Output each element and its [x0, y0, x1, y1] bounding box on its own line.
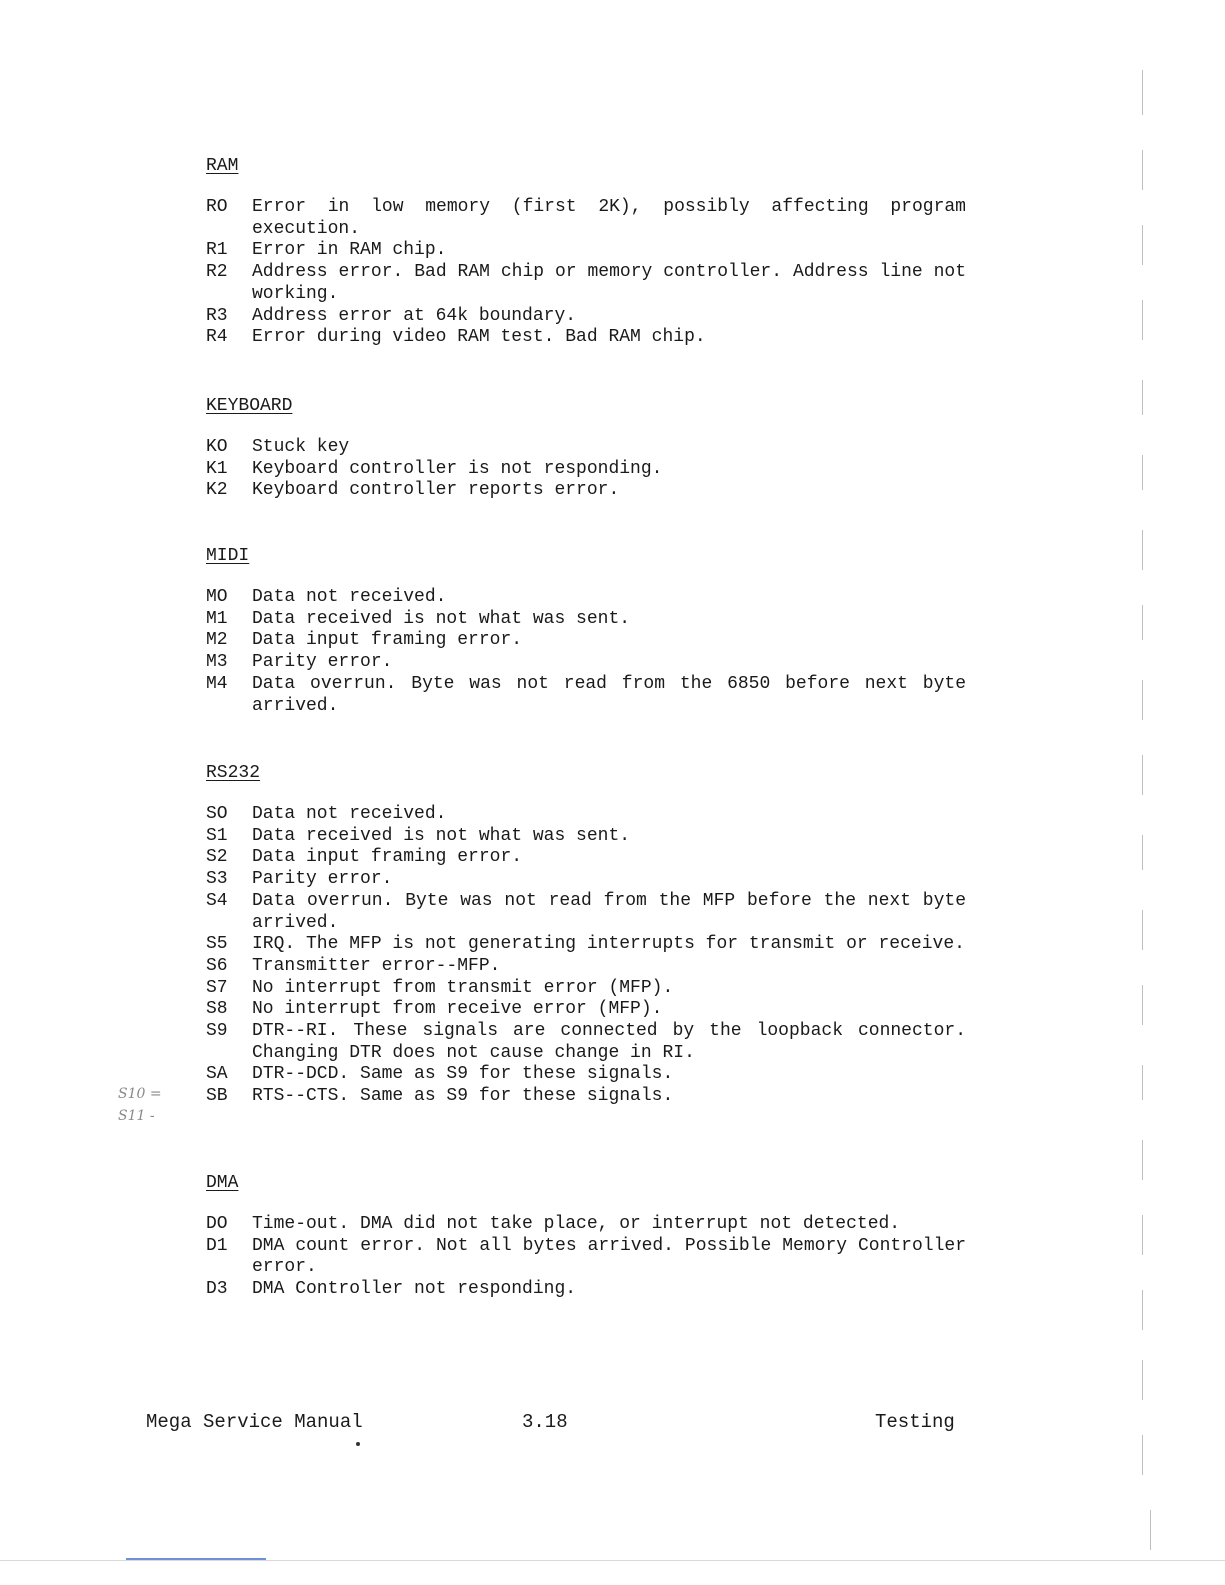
scan-edge-mark: [1150, 1510, 1151, 1550]
scan-edge-mark: [1142, 755, 1143, 795]
entry-code: S6: [206, 955, 228, 976]
section-ram: [206, 155, 966, 349]
entry-text: Stuck key: [252, 437, 350, 457]
entry-code: S5: [206, 934, 228, 955]
entry-text: Parity error.: [252, 652, 393, 673]
entry-m4: [206, 674, 966, 717]
entry-text: Data not received.: [252, 587, 447, 607]
entry-m1: [206, 609, 966, 631]
entry-text: Data received is not what was sent.: [252, 825, 631, 846]
section-heading-midi: MIDI: [206, 546, 250, 566]
entry-text: No interrupt from transmit error (MFP).: [252, 977, 674, 998]
scan-edge-mark: [1142, 1065, 1143, 1100]
entry-code: K2: [206, 480, 228, 501]
entry-text: DTR--RI. These signals are connected by the loopback connector. Changing DTR does not cause change in RI.: [252, 1021, 966, 1063]
scan-edge-mark: [1142, 455, 1143, 490]
entry-code: SO: [206, 804, 228, 824]
footer-page-number: 3.18: [522, 1411, 568, 1433]
entry-text: Error during video RAM test. Bad RAM chip.: [252, 327, 706, 348]
entry-code: M1: [206, 608, 228, 629]
entry-m0: [206, 587, 966, 609]
entry-r0: [206, 197, 966, 240]
entry-text: DMA Controller not responding.: [252, 1279, 577, 1300]
entry-text: Error in low memory (first 2K), possibly affecting program execution.: [252, 197, 966, 239]
section-midi: [206, 545, 966, 717]
entry-code: K1: [206, 458, 228, 479]
entry-code: S9: [206, 1021, 228, 1042]
entry-code: S7: [206, 977, 228, 998]
entry-code: M4: [206, 673, 228, 694]
entry-s6: [206, 956, 966, 978]
entry-text: Error in RAM chip.: [252, 240, 447, 261]
entry-code: MO: [206, 587, 228, 607]
scan-edge-mark: [1142, 605, 1143, 640]
entry-s5: [206, 934, 966, 956]
entry-text: Data input framing error.: [252, 847, 523, 868]
entry-text: Address error. Bad RAM chip or memory controller. Address line not working.: [252, 262, 966, 304]
scan-edge-mark: [1142, 1435, 1143, 1475]
entry-code: R1: [206, 240, 228, 261]
section-keyboard: [206, 395, 966, 502]
scan-edge-mark: [1142, 1215, 1143, 1255]
entry-text: Parity error.: [252, 869, 393, 890]
entry-sb: [206, 1086, 966, 1108]
scan-bottom-blue-line: [126, 1558, 266, 1560]
entry-text: Data received is not what was sent.: [252, 608, 631, 629]
entry-s0: [206, 804, 966, 826]
entry-r2: [206, 262, 966, 305]
entry-text: Data overrun. Byte was not read from the MFP before the next byte arrived.: [252, 890, 966, 933]
entry-m3: [206, 652, 966, 674]
entry-code: R2: [206, 262, 228, 283]
entry-text: No interrupt from receive error (MFP).: [252, 999, 663, 1020]
stray-ink-dot: [356, 1442, 360, 1446]
section-heading-keyboard: KEYBOARD: [206, 396, 293, 416]
entry-s9: [206, 1021, 966, 1064]
entry-r3: [206, 306, 966, 328]
entry-k0: [206, 437, 966, 459]
entry-d0: [206, 1214, 966, 1236]
entry-text: Address error at 64k boundary.: [252, 305, 577, 326]
entry-s4: [206, 891, 966, 934]
entry-code: R3: [206, 305, 228, 326]
section-heading-dma: DMA: [206, 1173, 239, 1193]
scan-edge-mark: [1142, 680, 1143, 720]
scan-edge-mark: [1142, 225, 1143, 265]
entry-text: DTR--DCD. Same as S9 for these signals.: [252, 1064, 674, 1085]
entry-code: RO: [206, 197, 228, 217]
scan-edge-mark: [1142, 1290, 1143, 1330]
entry-d1: [206, 1236, 966, 1279]
scan-edge-mark: [1142, 1360, 1143, 1400]
entry-text: Data input framing error.: [252, 630, 523, 651]
entry-s2: [206, 847, 966, 869]
entry-r1: [206, 240, 966, 262]
entry-code: S8: [206, 999, 228, 1020]
entry-code: S2: [206, 847, 228, 868]
section-heading-rs232: RS232: [206, 763, 261, 783]
section-rs232: [206, 762, 966, 1108]
entry-code: M3: [206, 652, 228, 673]
scan-edge-mark: [1142, 380, 1143, 415]
section-heading-ram: RAM: [206, 156, 239, 176]
entry-code: S4: [206, 890, 228, 911]
entry-code: S3: [206, 869, 228, 890]
entry-code: S1: [206, 825, 228, 846]
entry-text: Data overrun. Byte was not read from the 6850 before next byte arrived.: [252, 673, 966, 716]
scan-edge-mark: [1142, 835, 1143, 870]
entry-text: Transmitter error--MFP.: [252, 955, 501, 976]
entry-s1: [206, 826, 966, 848]
entry-code: SA: [206, 1064, 228, 1085]
entry-code: SB: [206, 1086, 228, 1107]
scan-edge-mark: [1142, 150, 1143, 190]
entry-code: D1: [206, 1235, 228, 1256]
entry-text: RTS--CTS. Same as S9 for these signals.: [252, 1086, 674, 1107]
footer-title: Mega Service Manual: [146, 1411, 363, 1433]
scan-edge-mark: [1142, 530, 1143, 570]
entry-d3: [206, 1279, 966, 1301]
entry-s8: [206, 999, 966, 1021]
entry-code: M2: [206, 630, 228, 651]
scan-edge-mark: [1142, 910, 1143, 950]
entry-k1: [206, 459, 966, 481]
entry-sa: [206, 1064, 966, 1086]
entry-s3: [206, 869, 966, 891]
entry-text: Time-out. DMA did not take place, or interrupt not detected.: [252, 1214, 901, 1234]
margin-note-sb: S11 -: [118, 1108, 155, 1124]
entry-code: D3: [206, 1279, 228, 1300]
scan-edge-mark: [1142, 70, 1143, 115]
entry-k2: [206, 480, 966, 502]
entry-code: R4: [206, 327, 228, 348]
entry-text: Keyboard controller reports error.: [252, 480, 620, 501]
entry-text: DMA count error. Not all bytes arrived. Possible Memory Controller error.: [252, 1235, 966, 1278]
scan-edge-mark: [1142, 985, 1143, 1025]
scan-edge-mark: [1142, 300, 1143, 340]
entry-r4: [206, 327, 966, 349]
margin-note-sa: S10 =: [118, 1086, 162, 1102]
entry-s7: [206, 978, 966, 1000]
entry-text: Keyboard controller is not responding.: [252, 458, 663, 479]
entry-text: Data not received.: [252, 804, 447, 824]
entry-text: IRQ. The MFP is not generating interrupts for transmit or receive.: [252, 934, 965, 955]
entry-code: KO: [206, 437, 228, 457]
entry-m2: [206, 630, 966, 652]
footer-section: Testing: [875, 1411, 955, 1433]
section-dma: [206, 1172, 966, 1301]
scan-bottom-edge: [0, 1560, 1225, 1561]
scan-edge-mark: [1142, 1140, 1143, 1180]
entry-code: DO: [206, 1214, 228, 1234]
